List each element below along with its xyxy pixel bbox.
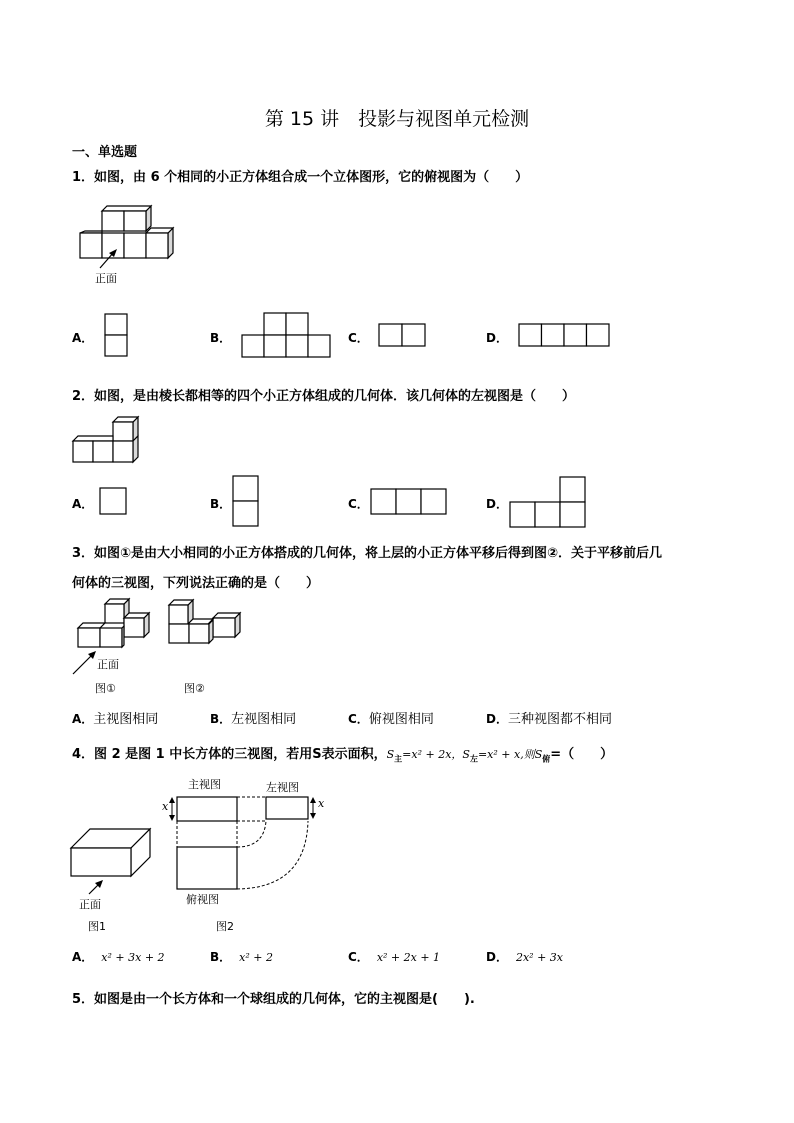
q1-option-b-figure — [241, 312, 331, 358]
q2-option-a-figure — [99, 487, 127, 515]
q3-option-c[interactable]: C．俯视图相同 — [348, 712, 434, 727]
q3-option-d[interactable]: D．三种视图都不相同 — [486, 712, 612, 727]
q1-option-c[interactable]: C． — [348, 331, 369, 345]
q4-x-label-main: x — [162, 800, 169, 813]
q4-main-view-label: 主视图 — [188, 778, 221, 791]
q1-option-d[interactable]: D． — [486, 331, 508, 345]
q3-figure-2-caption: 图② — [184, 682, 205, 695]
q4-top-view-label: 俯视图 — [186, 893, 219, 906]
q1-front-arrow — [96, 248, 126, 270]
question-2-stem: 2．如图，是由棱长都相等的四个小正方体组成的几何体．该几何体的左视图是（ ） — [72, 389, 576, 404]
q1-option-c-figure — [378, 323, 426, 347]
q2-solid-figure — [72, 415, 144, 465]
q4-front-label: 正面 — [79, 898, 101, 911]
question-4-stem: 4．图 2 是图 1 中长方体的三视图，若用S表示面积，$S_主=x^2 + 2x$，$S_左=x^2 + x$,则$S_俯=$（ ） — [72, 747, 614, 764]
q2-option-c-figure — [370, 488, 448, 516]
q4-three-views-figure — [160, 784, 340, 892]
q4-front-arrow — [86, 878, 106, 896]
q2-option-a[interactable]: A． — [72, 497, 94, 511]
q2-option-c[interactable]: C． — [348, 497, 369, 511]
q4-option-d[interactable]: D． 2x² + 3x — [486, 950, 563, 964]
q4-figure-2-caption: 图2 — [216, 920, 234, 933]
q4-option-c[interactable]: C． x² + 2x + 1 — [348, 950, 441, 964]
question-3-stem-line1: 3．如图①是由大小相同的小正方体搭成的几何体，将上层的小正方体平移后得到图②．关于平移前后几 — [72, 546, 663, 561]
q3-front-arrow — [70, 650, 100, 676]
q2-option-b[interactable]: B． — [210, 497, 232, 511]
q1-option-d-figure — [518, 323, 610, 347]
q1-option-a-figure — [104, 313, 128, 357]
q4-figure-1-caption: 图1 — [88, 920, 106, 933]
q3-option-b[interactable]: B．左视图相同 — [210, 712, 297, 727]
q3-figure-1-caption: 图① — [95, 682, 116, 695]
q1-solid-figure — [78, 204, 178, 264]
question-1-stem: 1．如图，由 6 个相同的小正方体组合成一个立体图形，它的俯视图为（ ） — [72, 170, 529, 185]
q1-option-b[interactable]: B． — [210, 331, 232, 345]
q4-cuboid-figure — [70, 828, 152, 880]
section-heading: 一、单选题 — [72, 145, 138, 160]
q2-option-b-figure — [232, 475, 260, 527]
q1-option-a[interactable]: A． — [72, 331, 94, 345]
q3-figure-2 — [168, 598, 244, 644]
q4-left-view-label: 左视图 — [266, 781, 299, 794]
q4-option-a[interactable]: A． x² + 3x + 2 — [72, 950, 165, 964]
q2-option-d[interactable]: D． — [486, 497, 508, 511]
q4-x-label-left: x — [318, 797, 325, 810]
q3-figure-1 — [77, 596, 153, 648]
q1-front-label: 正面 — [95, 272, 117, 285]
page-title: 第 15 讲 投影与视图单元检测 — [264, 108, 530, 130]
question-5-stem: 5．如图是由一个长方体和一个球组成的几何体，它的主视图是( ). — [72, 992, 475, 1007]
q3-front-label: 正面 — [97, 658, 119, 671]
question-3-stem-line2: 何体的三视图，下列说法正确的是（ ） — [72, 576, 320, 591]
q4-option-b[interactable]: B． x² + 2 — [210, 950, 273, 964]
q2-option-d-figure — [509, 476, 587, 528]
q3-option-a[interactable]: A．主视图相同 — [72, 712, 159, 727]
